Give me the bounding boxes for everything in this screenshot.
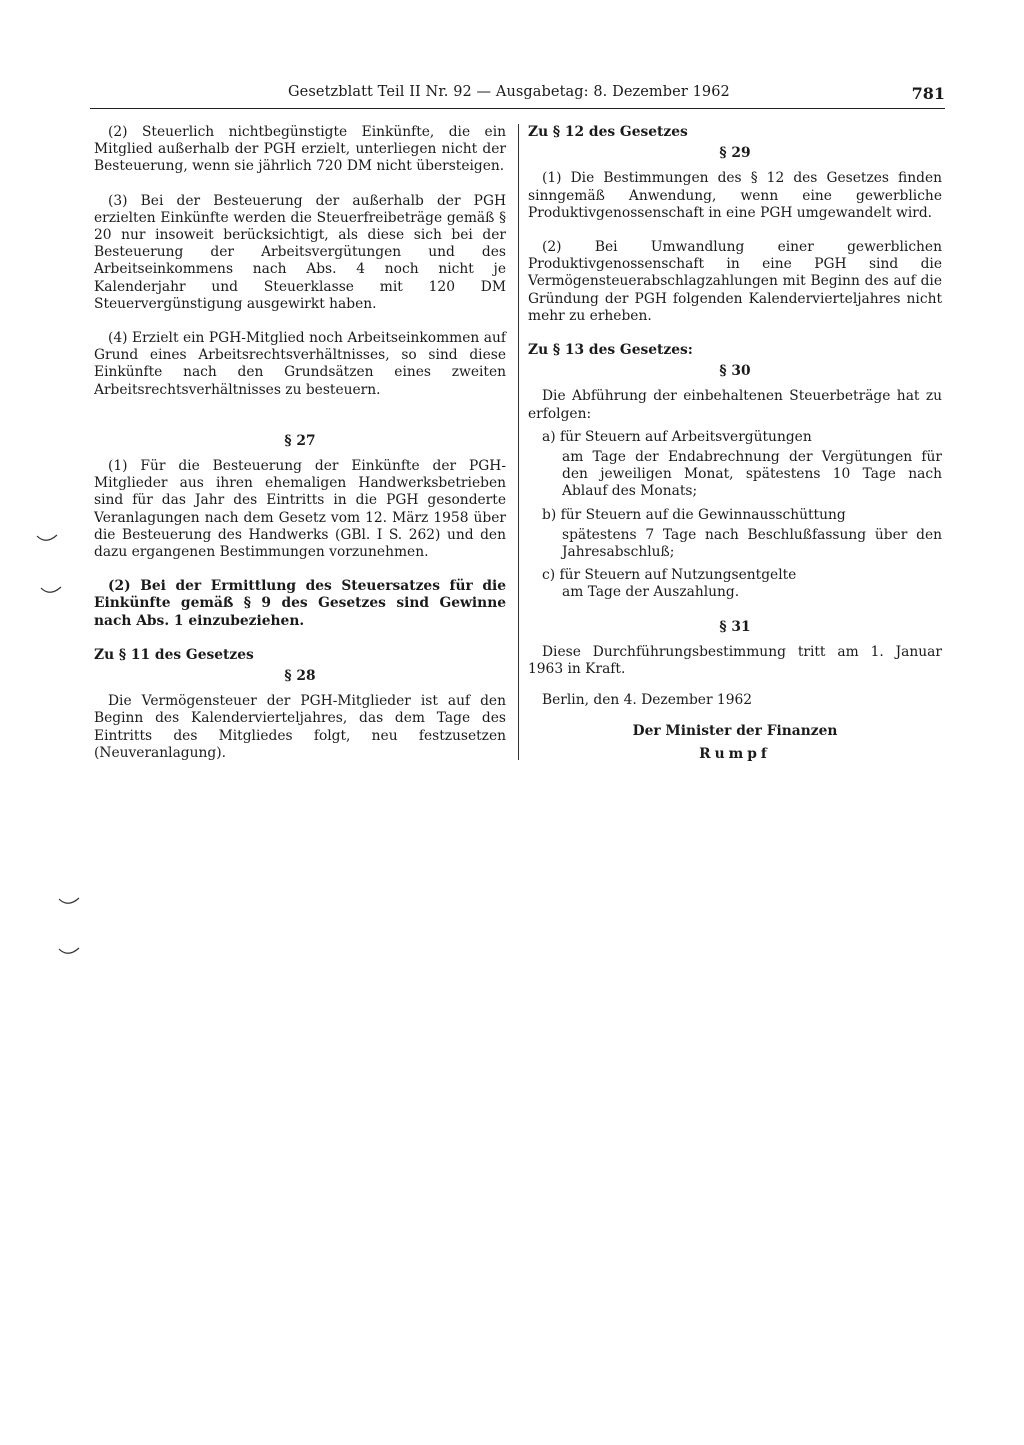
paragraph: (2) Steuerlich nichtbegünstigte Einkünfte, die ein Mitglied außerhalb der PGH erzielt, unterliegen nicht der Besteuerung, wenn sie jährlich 720 DM nicht übersteigen. — [94, 124, 506, 175]
list-item — [528, 429, 942, 501]
paragraph: (1) Für die Besteuerung der Einkünfte der PGH-Mitglieder aus ihren ehemaligen Handwerksbetrieben sind für das Jahr des Eintritts in die PGH gesonderte Veranlagungen nach dem Gesetz vom 12. März 1958 über die Besteuerung des Handwerks (GBl. I S. 262) und den dazu ergangenen Bestimmungen vorzunehmen. — [94, 458, 506, 561]
paragraph: Die Vermögensteuer der PGH-Mitglieder ist auf den Beginn des Kalendervierteljahres, das dem Tage des Eintritts des Mitgliedes folgt, neu festzusetzen (Neuveranlagung). — [94, 693, 506, 761]
margin-mark-icon — [36, 533, 58, 543]
section-title-31: § 31 — [719, 618, 751, 635]
section-title-30: § 30 — [719, 363, 751, 380]
list-item-text: am Tage der Endabrechnung der Vergütungen für den jeweiligen Monat, spätestens 10 Tage nach Ablauf des Monats; — [562, 449, 942, 500]
paragraph: (3) Bei der Besteuerung der außerhalb der PGH erzielten Einkünfte werden die Steuerfreibeträge gemäß § 20 nur insoweit berücksichtigt, als diese sich bei der Besteuerung der Arbeitsvergütungen und des Arbeitseinkommens nach Abs. 4 noch nicht je Kalenderjahr und Steuerklasse mit 120 DM Steuervergünstigung ausgewirkt haben. — [94, 192, 506, 312]
list-item-label: a) für Steuern auf Arbeitsvergütungen — [542, 428, 812, 445]
page-number: 781 — [911, 84, 945, 103]
list-item-text: am Tage der Auszahlung. — [562, 584, 740, 601]
list-item-text: spätestens 7 Tage nach Beschlußfassung über den Jahresabschluß; — [562, 526, 942, 561]
list-item-label: b) für Steuern auf die Gewinnausschüttung — [542, 506, 846, 523]
section-title-28: § 28 — [284, 668, 316, 685]
signer-name: Rumpf — [699, 745, 771, 762]
paragraph: Die Abführung der einbehaltenen Steuerbeträge hat zu erfolgen: — [528, 388, 942, 422]
right-column — [528, 124, 942, 763]
header-title: Gesetzblatt Teil II Nr. 92 — Ausgabetag: 8. Dezember 1962 — [288, 84, 730, 100]
list-item — [528, 507, 942, 562]
section-title-29: § 29 — [719, 145, 751, 162]
column-divider — [518, 124, 519, 760]
paragraph: (2) Bei Umwandlung einer gewerblichen Produktivgenossenschaft in eine PGH sind die Vermögensteuerabschlagzahlungen mit Beginn des auf die Gründung der PGH folgenden Kalendervierteljahres nicht mehr zu erheben. — [528, 239, 942, 324]
paragraph: (4) Erzielt ein PGH-Mitglied noch Arbeitseinkommen auf Grund eines Arbeitsrechtsverhältnisses, so sind diese Einkünfte nach den Grundsätzen eines zweiten Arbeitsrechtsverhältnisses zu besteuern. — [94, 330, 506, 398]
signer-title: Der Minister der Finanzen — [632, 723, 838, 740]
page-header — [90, 84, 945, 110]
header-rule — [90, 108, 945, 109]
heading-zu-13: Zu § 13 des Gesetzes: — [528, 342, 693, 359]
list-item-label: c) für Steuern auf Nutzungsentgelte — [542, 567, 797, 584]
heading-zu-11: Zu § 11 des Gesetzes — [94, 646, 254, 663]
left-column — [94, 124, 506, 762]
paragraph: (1) Die Bestimmungen des § 12 des Gesetzes finden sinngemäß Anwendung, wenn eine gewerbliche Produktivgenossenschaft in eine PGH umgewandelt wird. — [528, 170, 942, 221]
heading-zu-12: Zu § 12 des Gesetzes — [528, 124, 688, 140]
paragraph: Diese Durchführungsbestimmung tritt am 1. Januar 1963 in Kraft. — [528, 643, 942, 678]
margin-mark-icon — [58, 946, 80, 956]
section-title-27: § 27 — [284, 432, 316, 449]
place-date: Berlin, den 4. Dezember 1962 — [542, 692, 753, 709]
margin-mark-icon — [40, 585, 62, 595]
paragraph: (2) Bei der Ermittlung des Steuersatzes für die Einkünfte gemäß § 9 des Gesetzes sind Gewinne nach Abs. 1 einzubeziehen. — [94, 578, 506, 629]
margin-mark-icon — [58, 896, 80, 906]
list-item — [528, 567, 942, 601]
